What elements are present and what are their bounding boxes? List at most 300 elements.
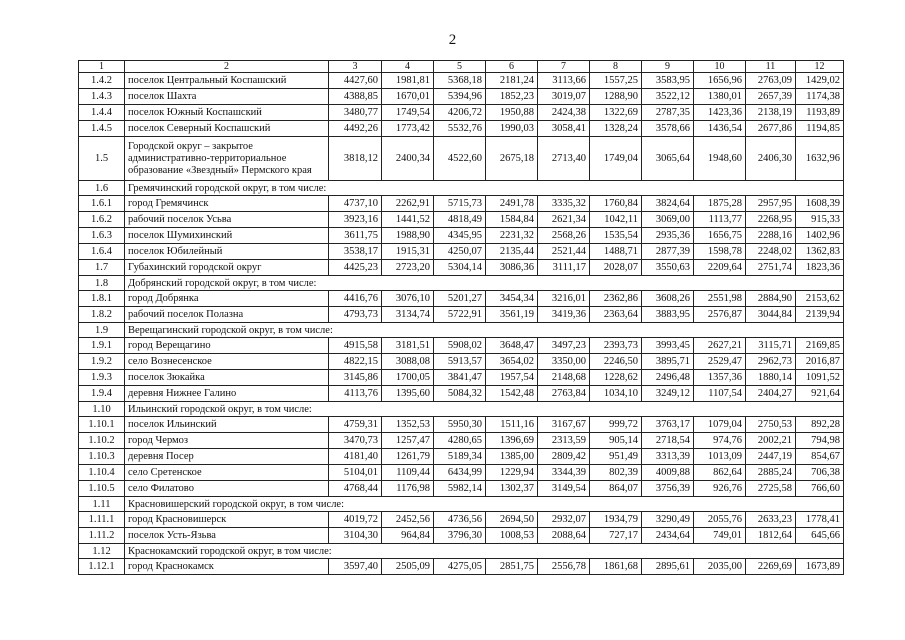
- row-name: Городской округ – закрытое административно-территориальное образование «Звездный» Пермского края: [125, 137, 329, 181]
- row-name: поселок Юбилейный: [125, 244, 329, 260]
- value-cell: 2675,18: [486, 137, 538, 181]
- value-cell: 2895,61: [642, 559, 694, 575]
- value-cell: 964,84: [382, 528, 434, 544]
- value-cell: 3454,34: [486, 291, 538, 307]
- table-row: [79, 465, 844, 481]
- row-code: 1.10.4: [79, 465, 125, 481]
- value-cell: 2139,94: [796, 307, 844, 323]
- value-cell: 3058,41: [538, 121, 590, 137]
- table-row: [79, 260, 844, 276]
- value-cell: 3561,19: [486, 307, 538, 323]
- row-code: 1.8.2: [79, 307, 125, 323]
- value-cell: 3824,64: [642, 196, 694, 212]
- value-cell: 3113,66: [538, 73, 590, 89]
- value-cell: 4759,31: [329, 417, 382, 433]
- value-cell: 4768,44: [329, 481, 382, 497]
- value-cell: 1608,39: [796, 196, 844, 212]
- section-title: Добрянский городской округ, в том числе:: [125, 276, 844, 291]
- value-cell: 1079,04: [694, 417, 746, 433]
- row-name: рабочий поселок Усьва: [125, 212, 329, 228]
- value-cell: 2181,24: [486, 73, 538, 89]
- value-cell: 1852,23: [486, 89, 538, 105]
- value-cell: 2935,36: [642, 228, 694, 244]
- value-cell: 1034,10: [590, 386, 642, 402]
- row-code: 1.10: [79, 402, 125, 417]
- value-cell: 1176,98: [382, 481, 434, 497]
- value-cell: 1760,84: [590, 196, 642, 212]
- value-cell: 1880,14: [746, 370, 796, 386]
- value-cell: 1441,52: [382, 212, 434, 228]
- value-cell: 2677,86: [746, 121, 796, 137]
- row-code: 1.4.2: [79, 73, 125, 89]
- value-cell: 2148,68: [538, 370, 590, 386]
- value-cell: 3550,63: [642, 260, 694, 276]
- value-cell: 3796,30: [434, 528, 486, 544]
- value-cell: 4793,73: [329, 307, 382, 323]
- section-row: [79, 323, 844, 338]
- value-cell: 2268,95: [746, 212, 796, 228]
- value-cell: 2035,00: [694, 559, 746, 575]
- value-cell: 2505,09: [382, 559, 434, 575]
- value-cell: 1261,79: [382, 449, 434, 465]
- value-cell: 1396,69: [486, 433, 538, 449]
- row-name: деревня Посер: [125, 449, 329, 465]
- value-cell: 1700,05: [382, 370, 434, 386]
- value-cell: 2751,74: [746, 260, 796, 276]
- header-cell: 6: [486, 61, 538, 73]
- value-cell: 2718,54: [642, 433, 694, 449]
- value-cell: 3134,74: [382, 307, 434, 323]
- value-cell: 2568,26: [538, 228, 590, 244]
- row-code: 1.6: [79, 181, 125, 196]
- value-cell: 1957,54: [486, 370, 538, 386]
- row-code: 1.4.5: [79, 121, 125, 137]
- table-row: [79, 137, 844, 181]
- value-cell: 1042,11: [590, 212, 642, 228]
- value-cell: 3167,67: [538, 417, 590, 433]
- row-code: 1.9: [79, 323, 125, 338]
- value-cell: 3895,71: [642, 354, 694, 370]
- value-cell: 4492,26: [329, 121, 382, 137]
- value-cell: 4822,15: [329, 354, 382, 370]
- table-row: [79, 196, 844, 212]
- section-row: [79, 497, 844, 512]
- value-cell: 1598,78: [694, 244, 746, 260]
- value-cell: 2169,85: [796, 338, 844, 354]
- row-code: 1.10.5: [79, 481, 125, 497]
- value-cell: 5084,32: [434, 386, 486, 402]
- value-cell: 3419,36: [538, 307, 590, 323]
- value-cell: 2269,69: [746, 559, 796, 575]
- header-cell: 5: [434, 61, 486, 73]
- value-cell: 4427,60: [329, 73, 382, 89]
- value-cell: 4345,95: [434, 228, 486, 244]
- value-cell: 2657,39: [746, 89, 796, 105]
- value-cell: 3923,16: [329, 212, 382, 228]
- value-cell: 1328,24: [590, 121, 642, 137]
- value-cell: 2135,44: [486, 244, 538, 260]
- value-cell: 4388,85: [329, 89, 382, 105]
- value-cell: 3841,47: [434, 370, 486, 386]
- row-code: 1.11: [79, 497, 125, 512]
- value-cell: 3216,01: [538, 291, 590, 307]
- value-cell: 1302,37: [486, 481, 538, 497]
- value-cell: 1357,36: [694, 370, 746, 386]
- row-code: 1.5: [79, 137, 125, 181]
- value-cell: 864,07: [590, 481, 642, 497]
- header-cell: 7: [538, 61, 590, 73]
- section-title: Гремячинский городской округ, в том числе:: [125, 181, 844, 196]
- table-row: [79, 433, 844, 449]
- value-cell: 645,66: [796, 528, 844, 544]
- table-row: [79, 386, 844, 402]
- row-code: 1.6.4: [79, 244, 125, 260]
- table-row: [79, 512, 844, 528]
- value-cell: 5982,14: [434, 481, 486, 497]
- value-cell: 1013,09: [694, 449, 746, 465]
- value-cell: 5104,01: [329, 465, 382, 481]
- row-code: 1.8: [79, 276, 125, 291]
- value-cell: 2556,78: [538, 559, 590, 575]
- value-cell: 1656,96: [694, 73, 746, 89]
- value-cell: 3538,17: [329, 244, 382, 260]
- value-cell: 2957,95: [746, 196, 796, 212]
- value-cell: 2288,16: [746, 228, 796, 244]
- value-cell: 1584,84: [486, 212, 538, 228]
- value-cell: 1557,25: [590, 73, 642, 89]
- value-cell: 4737,10: [329, 196, 382, 212]
- row-code: 1.6.3: [79, 228, 125, 244]
- value-cell: 4113,76: [329, 386, 382, 402]
- value-cell: 2002,21: [746, 433, 796, 449]
- value-cell: 3290,49: [642, 512, 694, 528]
- value-cell: 3818,12: [329, 137, 382, 181]
- table-row: [79, 338, 844, 354]
- value-cell: 2723,20: [382, 260, 434, 276]
- value-cell: 1981,81: [382, 73, 434, 89]
- value-cell: 1670,01: [382, 89, 434, 105]
- value-cell: 1091,52: [796, 370, 844, 386]
- value-cell: 3065,64: [642, 137, 694, 181]
- value-cell: 3480,77: [329, 105, 382, 121]
- value-cell: 854,67: [796, 449, 844, 465]
- value-cell: 3497,23: [538, 338, 590, 354]
- section-title: Верещагинский городской округ, в том числе:: [125, 323, 844, 338]
- section-row: [79, 402, 844, 417]
- value-cell: 4250,07: [434, 244, 486, 260]
- header-cell: 11: [746, 61, 796, 73]
- value-cell: 2231,32: [486, 228, 538, 244]
- value-cell: 3249,12: [642, 386, 694, 402]
- row-name: поселок Ильинский: [125, 417, 329, 433]
- value-cell: 2248,02: [746, 244, 796, 260]
- row-name: город Краснокамск: [125, 559, 329, 575]
- value-cell: 3648,47: [486, 338, 538, 354]
- value-cell: 1109,44: [382, 465, 434, 481]
- value-cell: 2028,07: [590, 260, 642, 276]
- table-row: [79, 417, 844, 433]
- value-cell: 2016,87: [796, 354, 844, 370]
- value-cell: 1632,96: [796, 137, 844, 181]
- row-name: село Филатово: [125, 481, 329, 497]
- value-cell: 2406,30: [746, 137, 796, 181]
- value-cell: 2763,84: [538, 386, 590, 402]
- value-cell: 4915,58: [329, 338, 382, 354]
- row-code: 1.9.4: [79, 386, 125, 402]
- value-cell: 1749,54: [382, 105, 434, 121]
- row-name: Губахинский городской округ: [125, 260, 329, 276]
- row-name: поселок Шахта: [125, 89, 329, 105]
- value-cell: 2633,23: [746, 512, 796, 528]
- value-cell: 1875,28: [694, 196, 746, 212]
- value-cell: 1988,90: [382, 228, 434, 244]
- table-row: [79, 449, 844, 465]
- value-cell: 2153,62: [796, 291, 844, 307]
- value-cell: 3578,66: [642, 121, 694, 137]
- row-name: город Гремячинск: [125, 196, 329, 212]
- row-name: село Вознесенское: [125, 354, 329, 370]
- row-name: город Красновишерск: [125, 512, 329, 528]
- value-cell: 5908,02: [434, 338, 486, 354]
- section-row: [79, 544, 844, 559]
- row-code: 1.6.2: [79, 212, 125, 228]
- table-row: [79, 291, 844, 307]
- value-cell: 921,64: [796, 386, 844, 402]
- row-code: 1.12.1: [79, 559, 125, 575]
- value-cell: 2434,64: [642, 528, 694, 544]
- row-code: 1.11.2: [79, 528, 125, 544]
- table-row: [79, 228, 844, 244]
- value-cell: 1395,60: [382, 386, 434, 402]
- value-cell: 1008,53: [486, 528, 538, 544]
- value-cell: 2496,48: [642, 370, 694, 386]
- header-cell: 10: [694, 61, 746, 73]
- value-cell: 5715,73: [434, 196, 486, 212]
- value-cell: 1228,62: [590, 370, 642, 386]
- row-code: 1.11.1: [79, 512, 125, 528]
- value-cell: 5368,18: [434, 73, 486, 89]
- row-code: 1.9.1: [79, 338, 125, 354]
- value-cell: 1436,54: [694, 121, 746, 137]
- value-cell: 3583,95: [642, 73, 694, 89]
- value-cell: 2447,19: [746, 449, 796, 465]
- value-cell: 1107,54: [694, 386, 746, 402]
- row-code: 1.9.3: [79, 370, 125, 386]
- row-code: 1.8.1: [79, 291, 125, 307]
- value-cell: 3149,54: [538, 481, 590, 497]
- page-number: 2: [448, 32, 457, 48]
- table-row: [79, 370, 844, 386]
- value-cell: 1948,60: [694, 137, 746, 181]
- table-row: [79, 121, 844, 137]
- value-cell: 1773,42: [382, 121, 434, 137]
- value-cell: 3104,30: [329, 528, 382, 544]
- value-cell: 3181,51: [382, 338, 434, 354]
- value-cell: 1812,64: [746, 528, 796, 544]
- value-cell: 4280,65: [434, 433, 486, 449]
- value-cell: 1385,00: [486, 449, 538, 465]
- row-name: село Сретенское: [125, 465, 329, 481]
- value-cell: 2138,19: [746, 105, 796, 121]
- value-cell: 915,33: [796, 212, 844, 228]
- value-cell: 4275,05: [434, 559, 486, 575]
- value-cell: 862,64: [694, 465, 746, 481]
- row-code: 1.9.2: [79, 354, 125, 370]
- value-cell: 1673,89: [796, 559, 844, 575]
- table-row: [79, 559, 844, 575]
- value-cell: 3313,39: [642, 449, 694, 465]
- value-cell: 2246,50: [590, 354, 642, 370]
- value-cell: 1749,04: [590, 137, 642, 181]
- value-cell: 4206,72: [434, 105, 486, 121]
- value-cell: 3763,17: [642, 417, 694, 433]
- value-cell: 5722,91: [434, 307, 486, 323]
- value-cell: 3111,17: [538, 260, 590, 276]
- table-row: [79, 89, 844, 105]
- table-row: [79, 73, 844, 89]
- header-row: [79, 61, 844, 73]
- value-cell: 2787,35: [642, 105, 694, 121]
- value-cell: 2877,39: [642, 244, 694, 260]
- value-cell: 2885,24: [746, 465, 796, 481]
- value-cell: 1656,75: [694, 228, 746, 244]
- value-cell: 5394,96: [434, 89, 486, 105]
- section-row: [79, 181, 844, 196]
- header-cell: 4: [382, 61, 434, 73]
- value-cell: 3470,73: [329, 433, 382, 449]
- row-name: поселок Усть-Язьва: [125, 528, 329, 544]
- value-cell: 1193,89: [796, 105, 844, 121]
- table-row: [79, 307, 844, 323]
- value-cell: 3350,00: [538, 354, 590, 370]
- value-cell: 727,17: [590, 528, 642, 544]
- value-cell: 2962,73: [746, 354, 796, 370]
- value-cell: 1861,68: [590, 559, 642, 575]
- value-cell: 2576,87: [694, 307, 746, 323]
- row-code: 1.10.1: [79, 417, 125, 433]
- value-cell: 1352,53: [382, 417, 434, 433]
- value-cell: 2809,42: [538, 449, 590, 465]
- section-title: Ильинский городской округ, в том числе:: [125, 402, 844, 417]
- value-cell: 1229,94: [486, 465, 538, 481]
- value-cell: 3044,84: [746, 307, 796, 323]
- value-cell: 1402,96: [796, 228, 844, 244]
- value-cell: 2363,64: [590, 307, 642, 323]
- value-cell: 2763,09: [746, 73, 796, 89]
- header-cell: 1: [79, 61, 125, 73]
- value-cell: 4181,40: [329, 449, 382, 465]
- value-cell: 3993,45: [642, 338, 694, 354]
- value-cell: 706,38: [796, 465, 844, 481]
- value-cell: 2551,98: [694, 291, 746, 307]
- row-name: поселок Шумихинский: [125, 228, 329, 244]
- value-cell: 3019,07: [538, 89, 590, 105]
- tariff-table: [78, 60, 844, 575]
- value-cell: 2262,91: [382, 196, 434, 212]
- row-name: город Чермоз: [125, 433, 329, 449]
- value-cell: 2088,64: [538, 528, 590, 544]
- value-cell: 3145,86: [329, 370, 382, 386]
- value-cell: 1511,16: [486, 417, 538, 433]
- row-code: 1.12: [79, 544, 125, 559]
- header-cell: 2: [125, 61, 329, 73]
- value-cell: 4416,76: [329, 291, 382, 307]
- value-cell: 2362,86: [590, 291, 642, 307]
- value-cell: 2055,76: [694, 512, 746, 528]
- value-cell: 1362,83: [796, 244, 844, 260]
- value-cell: 1288,90: [590, 89, 642, 105]
- value-cell: 4019,72: [329, 512, 382, 528]
- row-name: деревня Нижнее Галино: [125, 386, 329, 402]
- value-cell: 974,76: [694, 433, 746, 449]
- value-cell: 4425,23: [329, 260, 382, 276]
- table-body: [79, 73, 844, 575]
- value-cell: 3115,71: [746, 338, 796, 354]
- value-cell: 1488,71: [590, 244, 642, 260]
- value-cell: 4818,49: [434, 212, 486, 228]
- value-cell: 905,14: [590, 433, 642, 449]
- table-row: [79, 212, 844, 228]
- value-cell: 1778,41: [796, 512, 844, 528]
- header-cell: 12: [796, 61, 844, 73]
- value-cell: 1113,77: [694, 212, 746, 228]
- value-cell: 5201,27: [434, 291, 486, 307]
- value-cell: 5950,30: [434, 417, 486, 433]
- value-cell: 4522,60: [434, 137, 486, 181]
- value-cell: 2621,34: [538, 212, 590, 228]
- row-name: поселок Южный Коспашский: [125, 105, 329, 121]
- value-cell: 2529,47: [694, 354, 746, 370]
- value-cell: 4009,88: [642, 465, 694, 481]
- value-cell: 2713,40: [538, 137, 590, 181]
- table-row: [79, 244, 844, 260]
- value-cell: 1542,48: [486, 386, 538, 402]
- value-cell: 2452,56: [382, 512, 434, 528]
- header-cell: 8: [590, 61, 642, 73]
- value-cell: 926,76: [694, 481, 746, 497]
- row-name: город Добрянка: [125, 291, 329, 307]
- value-cell: 1174,38: [796, 89, 844, 105]
- value-cell: 3608,26: [642, 291, 694, 307]
- value-cell: 1257,47: [382, 433, 434, 449]
- value-cell: 2851,75: [486, 559, 538, 575]
- header-cell: 3: [329, 61, 382, 73]
- value-cell: 1194,85: [796, 121, 844, 137]
- value-cell: 2404,27: [746, 386, 796, 402]
- value-cell: 1950,88: [486, 105, 538, 121]
- value-cell: 2393,73: [590, 338, 642, 354]
- value-cell: 1535,54: [590, 228, 642, 244]
- row-code: 1.4.4: [79, 105, 125, 121]
- value-cell: 749,01: [694, 528, 746, 544]
- value-cell: 2313,59: [538, 433, 590, 449]
- value-cell: 3088,08: [382, 354, 434, 370]
- table-row: [79, 528, 844, 544]
- value-cell: 3611,75: [329, 228, 382, 244]
- value-cell: 1823,36: [796, 260, 844, 276]
- value-cell: 5304,14: [434, 260, 486, 276]
- table-row: [79, 354, 844, 370]
- value-cell: 2694,50: [486, 512, 538, 528]
- value-cell: 2884,90: [746, 291, 796, 307]
- value-cell: 3597,40: [329, 559, 382, 575]
- value-cell: 1322,69: [590, 105, 642, 121]
- value-cell: 5189,34: [434, 449, 486, 465]
- row-code: 1.7: [79, 260, 125, 276]
- value-cell: 1990,03: [486, 121, 538, 137]
- section-title: Красновишерский городской округ, в том числе:: [125, 497, 844, 512]
- value-cell: 5532,76: [434, 121, 486, 137]
